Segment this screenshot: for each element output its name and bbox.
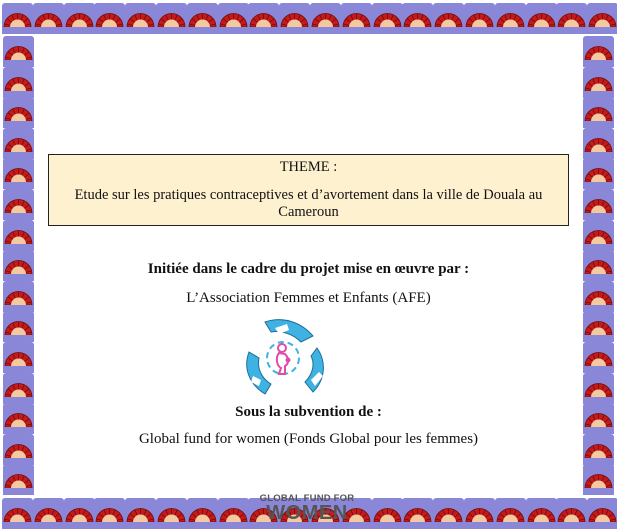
sunburst-fan-icon (583, 342, 614, 373)
sunburst-fan-icon (64, 498, 95, 529)
sunburst-fan-icon (3, 220, 34, 251)
sunburst-fan-icon (3, 67, 34, 98)
border-tile (3, 36, 34, 67)
sunburst-fan-icon (583, 36, 614, 67)
sunburst-fan-icon (587, 3, 617, 34)
sunburst-fan-icon (2, 498, 33, 529)
sunburst-fan-icon (495, 498, 526, 529)
border-tile (495, 498, 526, 529)
sunburst-fan-icon (372, 3, 403, 34)
border-tile (372, 3, 403, 34)
sunburst-fan-icon (433, 498, 464, 529)
border-tile (341, 3, 372, 34)
sunburst-fan-icon (583, 158, 614, 189)
sunburst-fan-icon (556, 3, 587, 34)
sunburst-fan-icon (3, 158, 34, 189)
border-tile (587, 498, 617, 529)
border-tile (94, 3, 125, 34)
border-tile (33, 498, 64, 529)
border-tile (3, 220, 34, 251)
sunburst-fan-icon (3, 434, 34, 465)
border-tile (583, 220, 614, 251)
theme-box (48, 154, 569, 226)
sunburst-fan-icon (464, 498, 495, 529)
sunburst-fan-icon (218, 3, 249, 34)
sunburst-fan-icon (583, 67, 614, 98)
sunburst-fan-icon (3, 281, 34, 312)
border-tile (218, 498, 249, 529)
border-tile (464, 498, 495, 529)
border-tile (94, 498, 125, 529)
sunburst-fan-icon (526, 3, 557, 34)
sunburst-fan-icon (3, 342, 34, 373)
sunburst-fan-icon (3, 373, 34, 404)
border-tile (3, 67, 34, 98)
sunburst-fan-icon (187, 3, 218, 34)
sunburst-fan-icon (3, 250, 34, 281)
sunburst-fan-icon (583, 434, 614, 465)
border-tile (3, 342, 34, 373)
gfw-logo-line1: GLOBAL FUND FOR (259, 493, 355, 504)
global-fund-for-women-logo (259, 493, 355, 527)
border-tile (64, 3, 95, 34)
border-tile (583, 158, 614, 189)
border-tile (464, 3, 495, 34)
border-tile (3, 158, 34, 189)
border-tile (583, 67, 614, 98)
theme-label: THEME : (279, 159, 338, 175)
sunburst-fan-icon (583, 373, 614, 404)
border-tile (3, 281, 34, 312)
border-tile (583, 128, 614, 159)
sunburst-fan-icon (402, 498, 433, 529)
sunburst-fan-icon (341, 3, 372, 34)
sunburst-fan-icon (402, 3, 433, 34)
border-tile (2, 3, 33, 34)
border-tile (526, 3, 557, 34)
border-tile (125, 3, 156, 34)
sunburst-fan-icon (583, 250, 614, 281)
sunburst-fan-icon (3, 403, 34, 434)
border-tile (583, 189, 614, 220)
sunburst-fan-icon (583, 464, 614, 495)
border-tile (583, 281, 614, 312)
border-tile (3, 250, 34, 281)
sunburst-fan-icon (94, 498, 125, 529)
sunburst-fan-icon (583, 97, 614, 128)
border-tile (3, 434, 34, 465)
border-tile (583, 373, 614, 404)
sunburst-fan-icon (464, 3, 495, 34)
sunburst-fan-icon (248, 3, 279, 34)
sunburst-fan-icon (3, 189, 34, 220)
sunburst-fan-icon (526, 498, 557, 529)
sunburst-fan-icon (583, 189, 614, 220)
sunburst-fan-icon (587, 498, 617, 529)
funder-name: Global fund for women (Fonds Global pour les femmes) (138, 431, 479, 447)
border-tile (583, 36, 614, 67)
sunburst-fan-icon (372, 498, 403, 529)
border-tile (526, 498, 557, 529)
page-border-top (0, 0, 617, 36)
border-tile (3, 311, 34, 342)
sunburst-fan-icon (156, 498, 187, 529)
sunburst-fan-icon (583, 311, 614, 342)
gfw-logo-line2: WOMEN (266, 502, 348, 524)
document-page (37, 36, 580, 524)
sunburst-fan-icon (94, 3, 125, 34)
sunburst-fan-icon (64, 3, 95, 34)
border-tile (187, 3, 218, 34)
page-border-right (580, 36, 617, 495)
border-tile (3, 403, 34, 434)
border-tile (583, 342, 614, 373)
border-tile (372, 498, 403, 529)
border-tile (310, 3, 341, 34)
organization-name: L’Association Femmes et Enfants (AFE) (186, 290, 431, 306)
border-tile (2, 498, 33, 529)
sunburst-fan-icon (156, 3, 187, 34)
subvention-heading: Sous la subvention de : (235, 404, 382, 420)
border-tile (3, 97, 34, 128)
theme-text: Etude sur les pratiques contraceptives et d’avortement dans la ville de Douala au Cameroun (74, 187, 543, 220)
border-tile (556, 498, 587, 529)
afe-logo (235, 318, 331, 398)
border-tile (3, 128, 34, 159)
border-tile (556, 3, 587, 34)
border-tile (218, 3, 249, 34)
page-border-left (0, 36, 37, 495)
border-tile (248, 3, 279, 34)
sunburst-fan-icon (3, 36, 34, 67)
sunburst-fan-icon (218, 498, 249, 529)
sunburst-fan-icon (583, 281, 614, 312)
border-tile (33, 3, 64, 34)
border-tile (3, 189, 34, 220)
sunburst-fan-icon (125, 498, 156, 529)
sunburst-fan-icon (3, 311, 34, 342)
sunburst-fan-icon (583, 220, 614, 251)
sunburst-fan-icon (2, 3, 33, 34)
border-tile (583, 250, 614, 281)
border-tile (495, 3, 526, 34)
sunburst-fan-icon (495, 3, 526, 34)
sunburst-fan-icon (583, 128, 614, 159)
border-tile (156, 498, 187, 529)
sunburst-fan-icon (310, 3, 341, 34)
border-tile (583, 403, 614, 434)
sunburst-fan-icon (3, 128, 34, 159)
border-tile (587, 3, 617, 34)
border-tile (156, 3, 187, 34)
border-tile (402, 3, 433, 34)
sunburst-fan-icon (279, 3, 310, 34)
border-tile (433, 3, 464, 34)
border-tile (402, 498, 433, 529)
sunburst-fan-icon (33, 3, 64, 34)
border-tile (583, 464, 614, 495)
sunburst-fan-icon (187, 498, 218, 529)
border-tile (433, 498, 464, 529)
border-tile (583, 311, 614, 342)
sunburst-fan-icon (433, 3, 464, 34)
border-tile (187, 498, 218, 529)
border-tile (64, 498, 95, 529)
sunburst-fan-icon (3, 464, 34, 495)
sunburst-fan-icon (125, 3, 156, 34)
border-tile (583, 434, 614, 465)
border-tile (583, 97, 614, 128)
initiated-by-heading: Initiée dans le cadre du projet mise en œuvre par : (147, 261, 470, 277)
border-tile (279, 3, 310, 34)
border-tile (3, 464, 34, 495)
sunburst-fan-icon (3, 97, 34, 128)
sunburst-fan-icon (583, 403, 614, 434)
border-tile (3, 373, 34, 404)
sunburst-fan-icon (33, 498, 64, 529)
border-tile (125, 498, 156, 529)
sunburst-fan-icon (556, 498, 587, 529)
